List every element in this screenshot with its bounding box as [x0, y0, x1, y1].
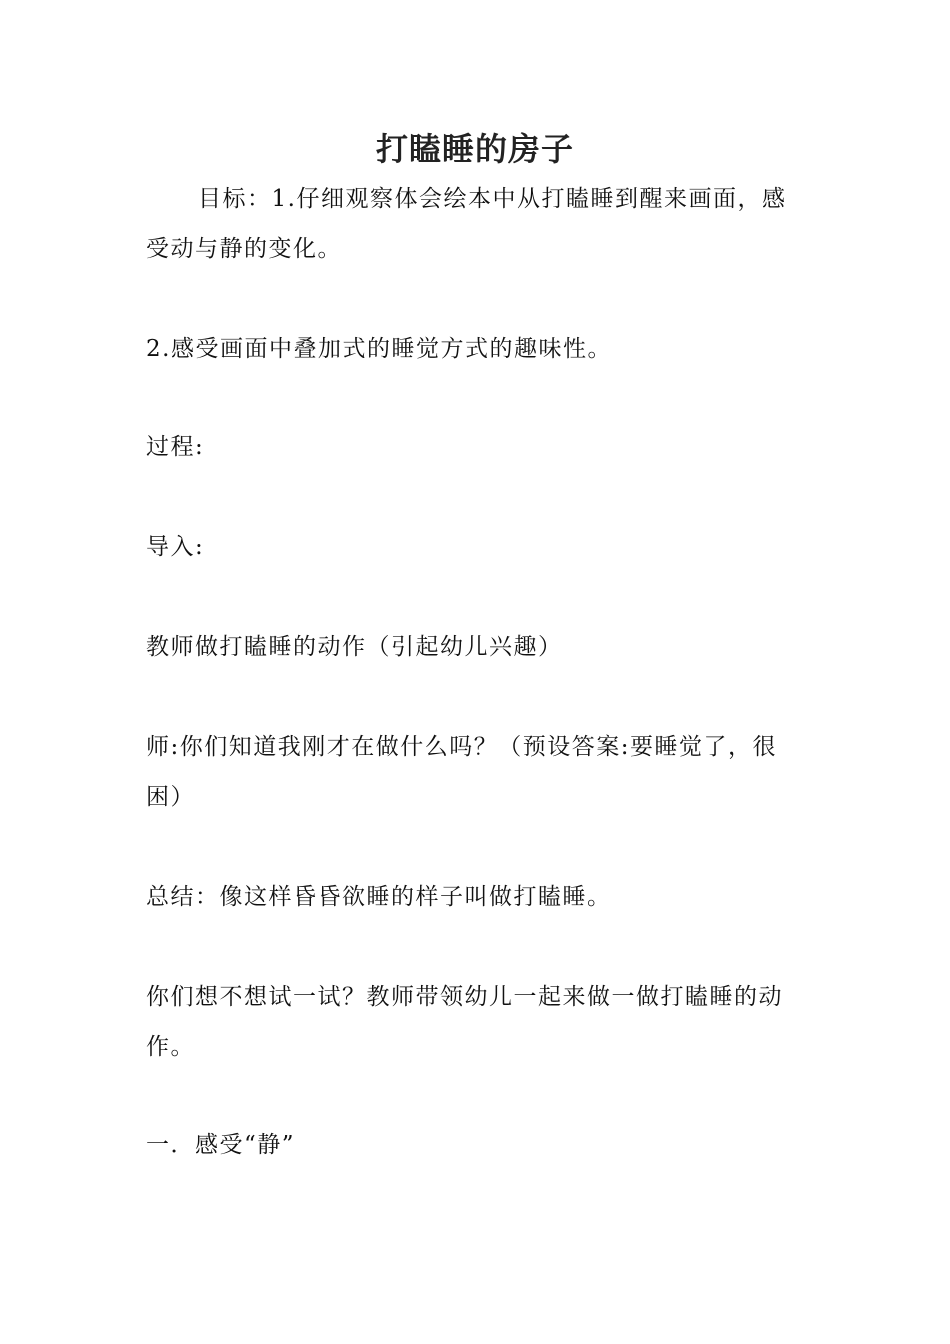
- paragraph-try-it: 你们想不想试一试？教师带领幼儿一起来做一做打瞌睡的动作。: [146, 984, 783, 1060]
- paragraph-summary: 总结：像这样昏昏欲睡的样子叫做打瞌睡。: [146, 884, 612, 910]
- paragraph-process-heading: 过程:: [146, 434, 205, 460]
- paragraph-section-1: 一．感受“静”: [146, 1132, 296, 1158]
- paragraph-teacher-question: 师:你们知道我刚才在做什么吗？（预设答案:要睡觉了，很困）: [146, 734, 777, 810]
- document-title: 打瞌睡的房子: [375, 130, 574, 168]
- paragraph-goals: 目标：1.仔细观察体会绘本中从打瞌睡到醒来画面，感受动与静的变化。: [146, 186, 787, 262]
- paragraph-goal-2: 2.感受画面中叠加式的睡觉方式的趣味性。: [146, 336, 612, 362]
- paragraph-teacher-action: 教师做打瞌睡的动作（引起幼儿兴趣）: [146, 634, 563, 660]
- paragraph-intro-heading: 导入:: [146, 534, 205, 560]
